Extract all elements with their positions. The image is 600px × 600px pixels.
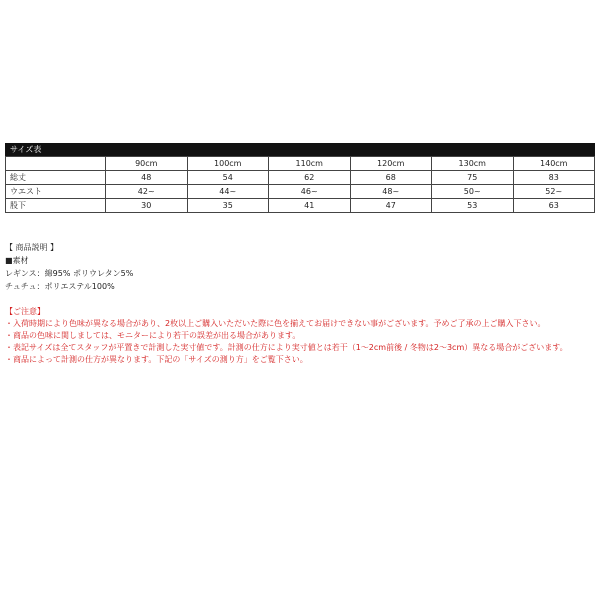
row-label: 股下 [6,199,106,213]
size-column-header: 110cm [269,157,351,171]
table-cell: 54 [187,171,269,185]
notice-item: ・商品によって計測の仕方が異なります。下記の「サイズの測り方」をご覧下さい。 [5,355,308,364]
table-cell: 42~ [106,185,188,199]
table-cell: 47 [350,199,432,213]
notice-item: ・入荷時期により色味が異なる場合があり、2枚以上ご購入いただいた際に色を揃えてお届けできない事がございます。予めご了承の上ご購入下さい。 [5,319,546,328]
table-cell: 44~ [187,185,269,199]
table-cell: 46~ [269,185,351,199]
notice-section [5,306,568,366]
table-cell: 50~ [432,185,514,199]
table-cell: 48~ [350,185,432,199]
table-cell: 35 [187,199,269,213]
notice-item: ・商品の色味に関しましては、モニターにより若干の誤差が出る場合があります。 [5,331,301,340]
size-table [5,156,595,213]
table-cell: 30 [106,199,188,213]
table-cell: 62 [269,171,351,185]
table-cell: 75 [432,171,514,185]
table-cell: 52~ [513,185,595,199]
size-table-header-row [6,157,595,171]
material-line: レギンス：綿95% ポリウレタン5% [5,269,134,278]
size-column-header: 140cm [513,157,595,171]
material-heading: ■素材 [5,256,29,265]
product-description [5,241,133,293]
table-cell: 53 [432,199,514,213]
description-heading: 【 商品説明 】 [5,243,59,252]
notice-item: ・表記サイズは全てスタッフが平置きで計測した実寸値です。計測の仕方により実寸値とは若干（1〜2cm前後 / 冬物は2〜3cm）異なる場合がございます。 [5,343,568,352]
table-cell: 83 [513,171,595,185]
size-column-header: 120cm [350,157,432,171]
size-column-header: 130cm [432,157,514,171]
table-cell: 63 [513,199,595,213]
size-chart [5,143,595,213]
row-label: ウエスト [6,185,106,199]
notice-heading: 【ご注意】 [5,307,45,316]
size-column-header: 100cm [187,157,269,171]
row-label: 総丈 [6,171,106,185]
size-column-header: 90cm [106,157,188,171]
material-line: チュチュ：ポリエステル100% [5,282,115,291]
size-chart-title: サイズ表 [5,143,595,156]
size-table-corner [6,157,106,171]
table-cell: 68 [350,171,432,185]
table-cell: 41 [269,199,351,213]
table-cell: 48 [106,171,188,185]
table-row [6,185,595,199]
table-row [6,171,595,185]
table-row [6,199,595,213]
